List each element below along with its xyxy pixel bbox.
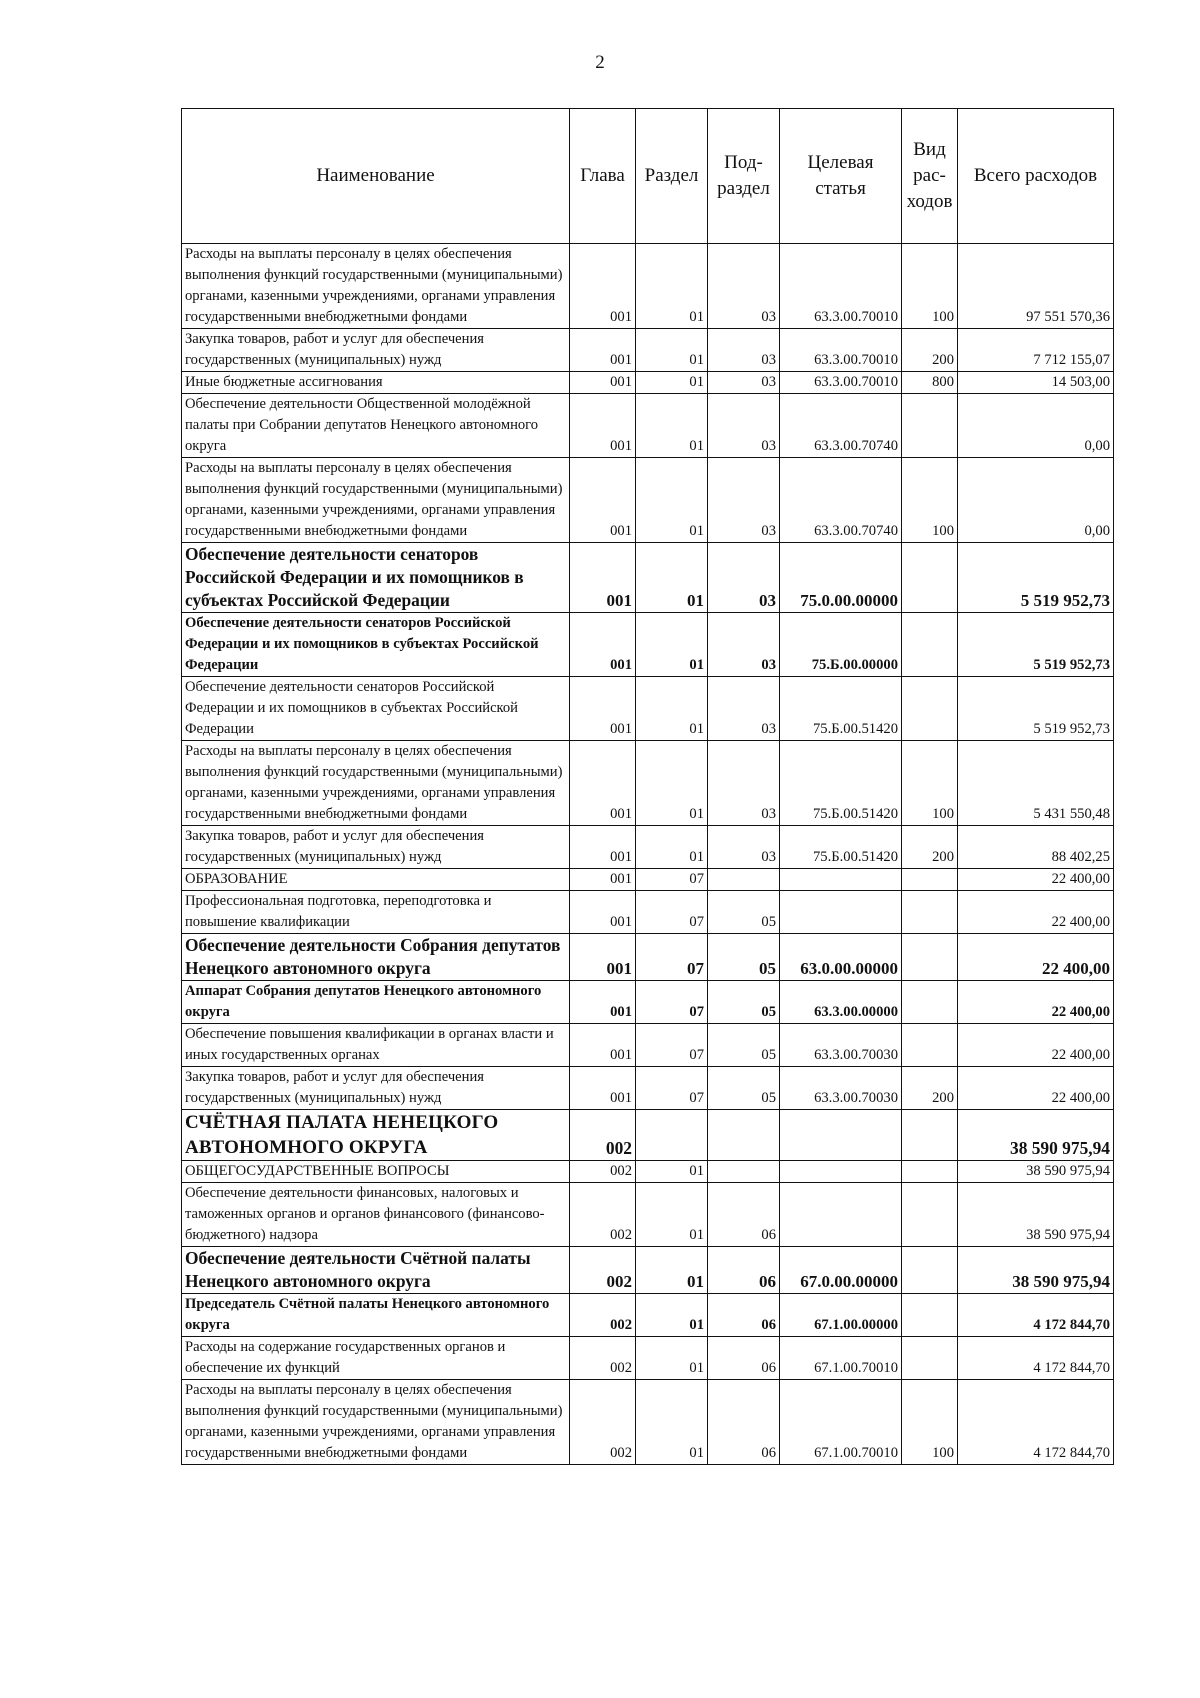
header-glava: Глава [570, 109, 636, 244]
cell-name: Расходы на выплаты персоналу в целях обеспечения выполнения функций государственными (муниципальными) органами, казенными учреждениями, органами управления государственными внебюджетными фондами [182, 244, 570, 329]
cell-podrazdel: 06 [708, 1183, 780, 1247]
cell-total: 22 400,00 [958, 891, 1114, 934]
cell-razdel: 07 [636, 891, 708, 934]
header-celevaya: Целевая статья [780, 109, 902, 244]
cell-total: 38 590 975,94 [958, 1247, 1114, 1294]
header-razdel: Раздел [636, 109, 708, 244]
cell-glava: 001 [570, 1067, 636, 1110]
table-row [182, 1024, 1114, 1067]
table-row [182, 1247, 1114, 1294]
cell-total: 4 172 844,70 [958, 1337, 1114, 1380]
cell-razdel: 07 [636, 869, 708, 891]
cell-vid [902, 1247, 958, 1294]
cell-celevaya [780, 869, 902, 891]
cell-vid: 200 [902, 329, 958, 372]
cell-razdel: 01 [636, 826, 708, 869]
cell-glava: 001 [570, 329, 636, 372]
table-row [182, 741, 1114, 826]
cell-vid [902, 1183, 958, 1247]
cell-celevaya [780, 1183, 902, 1247]
table-row [182, 458, 1114, 543]
cell-celevaya: 63.3.00.70740 [780, 458, 902, 543]
cell-glava: 001 [570, 981, 636, 1024]
table-row [182, 329, 1114, 372]
cell-name: Расходы на выплаты персоналу в целях обеспечения выполнения функций государственными (муниципальными) органами, казенными учреждениями, органами управления государственными внебюджетными фондами [182, 741, 570, 826]
cell-celevaya [780, 891, 902, 934]
table-row [182, 677, 1114, 741]
cell-razdel: 01 [636, 372, 708, 394]
cell-celevaya: 75.Б.00.51420 [780, 741, 902, 826]
cell-razdel: 07 [636, 981, 708, 1024]
cell-name: Обеспечение деятельности сенаторов Российской Федерации и их помощников в субъектах Российской Федерации [182, 613, 570, 677]
cell-vid [902, 869, 958, 891]
cell-vid: 200 [902, 826, 958, 869]
cell-total: 88 402,25 [958, 826, 1114, 869]
cell-total: 22 400,00 [958, 869, 1114, 891]
cell-glava: 002 [570, 1247, 636, 1294]
cell-total: 0,00 [958, 394, 1114, 458]
cell-vid [902, 891, 958, 934]
cell-celevaya: 75.Б.00.51420 [780, 677, 902, 741]
cell-razdel: 01 [636, 458, 708, 543]
table-row [182, 1337, 1114, 1380]
cell-podrazdel: 06 [708, 1337, 780, 1380]
cell-celevaya [780, 1110, 902, 1161]
cell-podrazdel: 03 [708, 458, 780, 543]
cell-vid: 100 [902, 1380, 958, 1465]
cell-podrazdel: 03 [708, 826, 780, 869]
cell-vid: 100 [902, 244, 958, 329]
cell-podrazdel: 03 [708, 394, 780, 458]
cell-total: 22 400,00 [958, 1067, 1114, 1110]
table-row [182, 891, 1114, 934]
cell-glava: 001 [570, 543, 636, 613]
cell-total: 5 519 952,73 [958, 677, 1114, 741]
cell-celevaya: 67.1.00.70010 [780, 1337, 902, 1380]
cell-total: 7 712 155,07 [958, 329, 1114, 372]
cell-vid [902, 934, 958, 981]
cell-glava: 001 [570, 741, 636, 826]
cell-podrazdel: 05 [708, 891, 780, 934]
table-row [182, 1294, 1114, 1337]
cell-podrazdel: 05 [708, 934, 780, 981]
cell-glava: 001 [570, 891, 636, 934]
table-row [182, 1161, 1114, 1183]
cell-razdel: 01 [636, 394, 708, 458]
cell-vid [902, 543, 958, 613]
cell-total: 38 590 975,94 [958, 1183, 1114, 1247]
cell-celevaya: 63.3.00.70010 [780, 329, 902, 372]
cell-name: Расходы на выплаты персоналу в целях обеспечения выполнения функций государственными (муниципальными) органами, казенными учреждениями, органами управления государственными внебюджетными фондами [182, 1380, 570, 1465]
cell-total: 5 519 952,73 [958, 613, 1114, 677]
cell-vid: 100 [902, 458, 958, 543]
page-number: 2 [595, 52, 605, 73]
cell-celevaya: 75.Б.00.00000 [780, 613, 902, 677]
cell-name: Закупка товаров, работ и услуг для обеспечения государственных (муниципальных) нужд [182, 826, 570, 869]
cell-celevaya: 63.0.00.00000 [780, 934, 902, 981]
table-row [182, 372, 1114, 394]
table-row [182, 244, 1114, 329]
cell-total: 5 519 952,73 [958, 543, 1114, 613]
table-row [182, 869, 1114, 891]
cell-podrazdel: 03 [708, 613, 780, 677]
cell-podrazdel: 03 [708, 372, 780, 394]
cell-name: Обеспечение деятельности сенаторов Российской Федерации и их помощников в субъектах Российской Федерации [182, 677, 570, 741]
cell-glava: 001 [570, 394, 636, 458]
header-total: Всего расходов [958, 109, 1114, 244]
cell-glava: 001 [570, 826, 636, 869]
table-row [182, 826, 1114, 869]
cell-name: СЧЁТНАЯ ПАЛАТА НЕНЕЦКОГО АВТОНОМНОГО ОКРУГА [182, 1110, 570, 1161]
cell-name: Обеспечение деятельности сенаторов Российской Федерации и их помощников в субъектах Российской Федерации [182, 543, 570, 613]
cell-razdel: 07 [636, 934, 708, 981]
cell-podrazdel: 03 [708, 741, 780, 826]
cell-razdel [636, 1110, 708, 1161]
cell-podrazdel: 05 [708, 1024, 780, 1067]
cell-total: 97 551 570,36 [958, 244, 1114, 329]
cell-glava: 001 [570, 244, 636, 329]
cell-vid [902, 1024, 958, 1067]
cell-glava: 001 [570, 458, 636, 543]
cell-podrazdel: 05 [708, 1067, 780, 1110]
budget-table [181, 108, 1114, 1465]
cell-name: Обеспечение деятельности Общественной молодёжной палаты при Собрании депутатов Ненецкого автономного округа [182, 394, 570, 458]
cell-celevaya: 75.0.00.00000 [780, 543, 902, 613]
cell-podrazdel: 03 [708, 677, 780, 741]
cell-razdel: 01 [636, 677, 708, 741]
table-row [182, 543, 1114, 613]
table-row [182, 981, 1114, 1024]
cell-glava: 001 [570, 372, 636, 394]
cell-glava: 002 [570, 1161, 636, 1183]
cell-razdel: 01 [636, 244, 708, 329]
cell-podrazdel: 03 [708, 543, 780, 613]
cell-glava: 001 [570, 1024, 636, 1067]
cell-glava: 001 [570, 869, 636, 891]
cell-razdel: 01 [636, 543, 708, 613]
header-podrazdel: Под-раздел [708, 109, 780, 244]
cell-name: Закупка товаров, работ и услуг для обеспечения государственных (муниципальных) нужд [182, 1067, 570, 1110]
cell-name: Иные бюджетные ассигнования [182, 372, 570, 394]
cell-podrazdel [708, 1110, 780, 1161]
cell-vid [902, 1161, 958, 1183]
cell-razdel: 01 [636, 1183, 708, 1247]
cell-celevaya: 75.Б.00.51420 [780, 826, 902, 869]
table-row [182, 613, 1114, 677]
cell-glava: 002 [570, 1110, 636, 1161]
cell-podrazdel: 06 [708, 1294, 780, 1337]
cell-vid: 800 [902, 372, 958, 394]
cell-celevaya: 63.3.00.00000 [780, 981, 902, 1024]
cell-vid: 200 [902, 1067, 958, 1110]
cell-podrazdel: 03 [708, 244, 780, 329]
cell-total: 38 590 975,94 [958, 1161, 1114, 1183]
cell-podrazdel: 05 [708, 981, 780, 1024]
cell-razdel: 01 [636, 613, 708, 677]
cell-celevaya: 63.3.00.70030 [780, 1024, 902, 1067]
cell-vid [902, 394, 958, 458]
cell-razdel: 07 [636, 1024, 708, 1067]
cell-podrazdel: 06 [708, 1247, 780, 1294]
cell-razdel: 07 [636, 1067, 708, 1110]
cell-total: 22 400,00 [958, 1024, 1114, 1067]
cell-total: 22 400,00 [958, 934, 1114, 981]
cell-name: Расходы на содержание государственных органов и обеспечение их функций [182, 1337, 570, 1380]
cell-vid: 100 [902, 741, 958, 826]
cell-razdel: 01 [636, 1161, 708, 1183]
cell-podrazdel [708, 869, 780, 891]
cell-glava: 002 [570, 1183, 636, 1247]
cell-celevaya: 63.3.00.70030 [780, 1067, 902, 1110]
cell-vid [902, 981, 958, 1024]
cell-name: Расходы на выплаты персоналу в целях обеспечения выполнения функций государственными (муниципальными) органами, казенными учреждениями, органами управления государственными внебюджетными фондами [182, 458, 570, 543]
header-name: Наименование [182, 109, 570, 244]
cell-podrazdel: 03 [708, 329, 780, 372]
cell-vid [902, 1110, 958, 1161]
table-row [182, 1183, 1114, 1247]
cell-razdel: 01 [636, 329, 708, 372]
cell-name: Аппарат Собрания депутатов Ненецкого автономного округа [182, 981, 570, 1024]
cell-glava: 002 [570, 1294, 636, 1337]
cell-celevaya: 63.3.00.70010 [780, 244, 902, 329]
cell-celevaya: 67.1.00.00000 [780, 1294, 902, 1337]
table-row [182, 934, 1114, 981]
table-row [182, 394, 1114, 458]
cell-glava: 002 [570, 1380, 636, 1465]
cell-name: Обеспечение деятельности Собрания депутатов Ненецкого автономного округа [182, 934, 570, 981]
cell-celevaya: 63.3.00.70740 [780, 394, 902, 458]
cell-celevaya: 67.1.00.70010 [780, 1380, 902, 1465]
header-row [182, 109, 1114, 244]
cell-total: 0,00 [958, 458, 1114, 543]
cell-glava: 001 [570, 677, 636, 741]
cell-vid [902, 677, 958, 741]
cell-total: 5 431 550,48 [958, 741, 1114, 826]
cell-name: Обеспечение деятельности финансовых, налоговых и таможенных органов и органов финансового (финансово-бюджетного) надзора [182, 1183, 570, 1247]
cell-podrazdel: 06 [708, 1380, 780, 1465]
cell-name: Закупка товаров, работ и услуг для обеспечения государственных (муниципальных) нужд [182, 329, 570, 372]
cell-celevaya: 67.0.00.00000 [780, 1247, 902, 1294]
cell-razdel: 01 [636, 1337, 708, 1380]
cell-vid [902, 1337, 958, 1380]
cell-total: 38 590 975,94 [958, 1110, 1114, 1161]
table-body [182, 244, 1114, 1465]
cell-name: ОБРАЗОВАНИЕ [182, 869, 570, 891]
cell-podrazdel [708, 1161, 780, 1183]
cell-name: Председатель Счётной палаты Ненецкого автономного округа [182, 1294, 570, 1337]
table-row [182, 1110, 1114, 1161]
cell-total: 4 172 844,70 [958, 1294, 1114, 1337]
cell-razdel: 01 [636, 1247, 708, 1294]
cell-vid [902, 613, 958, 677]
cell-total: 14 503,00 [958, 372, 1114, 394]
table-row [182, 1067, 1114, 1110]
cell-name: Профессиональная подготовка, переподготовка и повышение квалификации [182, 891, 570, 934]
cell-razdel: 01 [636, 741, 708, 826]
cell-total: 4 172 844,70 [958, 1380, 1114, 1465]
table-row [182, 1380, 1114, 1465]
cell-celevaya [780, 1161, 902, 1183]
header-vid: Вид рас-ходов [902, 109, 958, 244]
cell-name: ОБЩЕГОСУДАРСТВЕННЫЕ ВОПРОСЫ [182, 1161, 570, 1183]
cell-vid [902, 1294, 958, 1337]
cell-name: Обеспечение повышения квалификации в органах власти и иных государственных органах [182, 1024, 570, 1067]
cell-total: 22 400,00 [958, 981, 1114, 1024]
cell-name: Обеспечение деятельности Счётной палаты Ненецкого автономного округа [182, 1247, 570, 1294]
cell-celevaya: 63.3.00.70010 [780, 372, 902, 394]
cell-glava: 001 [570, 934, 636, 981]
cell-razdel: 01 [636, 1380, 708, 1465]
cell-glava: 002 [570, 1337, 636, 1380]
table-header [182, 109, 1114, 244]
cell-razdel: 01 [636, 1294, 708, 1337]
cell-glava: 001 [570, 613, 636, 677]
